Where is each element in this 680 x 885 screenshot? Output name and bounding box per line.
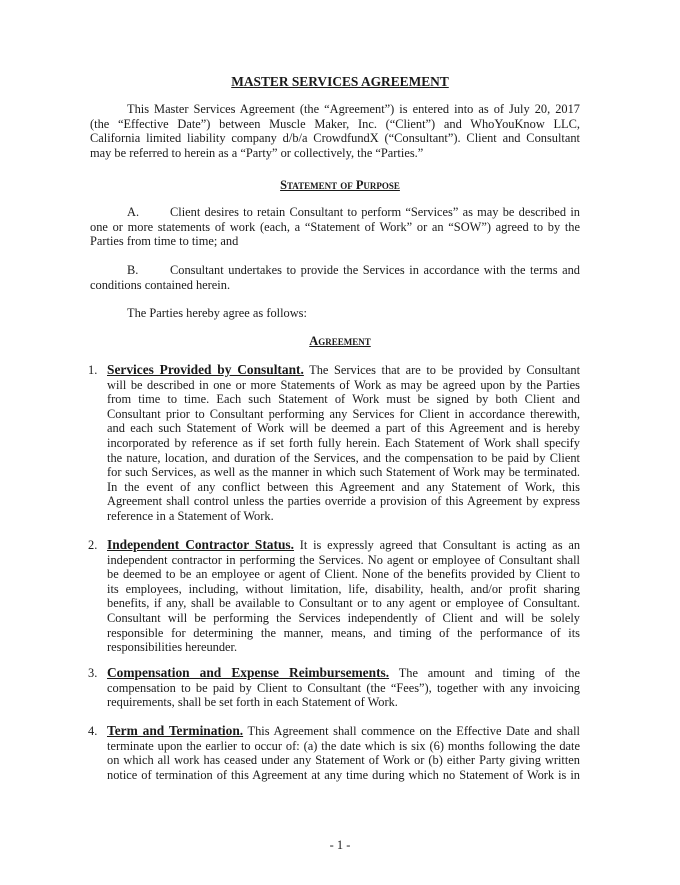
text-line (90, 131, 580, 146)
line-text: Consultant prior to Consultant performing any Services for Client in accordance therewith, (107, 406, 580, 421)
clause-number: 3. (88, 666, 98, 680)
text-line (107, 553, 580, 568)
text-line (107, 465, 580, 480)
line-text: from time to time. Each such Statement of Work must be signed by both Client and (107, 392, 580, 407)
text-line (90, 146, 580, 161)
clause-number: 2. (88, 538, 98, 552)
text-line (107, 363, 580, 378)
text-line (107, 407, 580, 422)
line-text: This Agreement shall commence on the Effective Date and shall (243, 724, 581, 738)
text-line (90, 278, 580, 293)
recital-b (90, 263, 580, 292)
line-text: incorporated by reference as if set forth fully herein. Each Statement of Work shall specify (107, 435, 580, 450)
intro-paragraph (90, 102, 580, 160)
line-text: It is expressly agreed that Consultant is acting as an (293, 538, 581, 552)
line-text: and each such Statement of Work will be deemed a part of this Agreement and is hereby (107, 421, 580, 436)
line-text: (the “Effective Date”) between Muscle Maker, Inc. (“Client”) and WhoYouKnow LLC, (90, 116, 580, 131)
line-text: Consultant undertakes to provide the Services in accordance with the terms and (170, 263, 580, 277)
text-line (107, 753, 580, 768)
line-text: independent contractor in performing the Services. No agent or employee of Consultant shall (107, 552, 580, 567)
clause-title: Term and Termination. (107, 723, 244, 738)
line-text: benefits, if any, shall be available to Consultant or to any agent or employee of Consultant. (107, 596, 580, 611)
line-text: Consultant will be performing the Services independently of Client and will be solely (107, 610, 580, 625)
line-text: one or more statements of work (each, a “Statement of Work” or an “SOW”) agreed to by the (90, 219, 580, 234)
document-title: MASTER SERVICES AGREEMENT (231, 74, 449, 89)
recital-b-label: B. (127, 263, 139, 277)
recital-a (90, 205, 580, 249)
clause-1 (107, 363, 580, 524)
line-text: California limited liability company d/b/a CrowdfundX (“Consultant”). Client and Consultant (90, 131, 580, 146)
text-line (90, 234, 580, 249)
clause-3 (107, 666, 580, 710)
line-text: be deemed to be an employee or agent of Client. None of the benefits provided by Client to (107, 567, 580, 582)
clause-title: Independent Contractor Status. (107, 537, 294, 552)
clause-2 (107, 538, 580, 655)
line-text: responsibilities hereunder. (107, 640, 238, 655)
page-number: - 1 - (329, 838, 351, 852)
text-line (107, 582, 580, 597)
text-line (107, 739, 580, 754)
clause-number: 1. (88, 363, 98, 377)
purpose-heading: Statement of Purpose (280, 178, 400, 192)
line-text: conditions contained herein. (90, 277, 231, 292)
text-line (107, 567, 580, 582)
line-text: The Services that are to be provided by Consultant (303, 363, 581, 377)
line-text: will be described in one or more Statements of Work as may be agreed upon by the Parties (107, 377, 580, 392)
text-line (107, 509, 580, 524)
text-line (90, 205, 580, 220)
line-text: on which all work has ceased under any Statement of Work or (b) either Party giving written (107, 753, 580, 768)
clause-title: Services Provided by Consultant. (107, 362, 304, 377)
text-line (107, 626, 580, 641)
recital-a-label: A. (127, 205, 140, 219)
text-line (107, 768, 580, 783)
text-line (107, 494, 580, 509)
line-text: The amount and timing of the (389, 666, 580, 680)
line-text: the nature, location, and duration of the Services, and the compensation to be paid by Client (107, 450, 580, 465)
text-line (107, 538, 580, 553)
text-line (107, 640, 580, 655)
text-line (107, 596, 580, 611)
text-line (107, 681, 580, 696)
agree-line: The Parties hereby agree as follows: (127, 306, 307, 320)
line-text: requirements, shall be set forth in each Statement of Work. (107, 695, 398, 710)
line-text: may be referred to herein as a “Party” or collectively, the “Parties.” (90, 145, 424, 160)
text-line (107, 421, 580, 436)
text-line (107, 392, 580, 407)
agreement-heading: Agreement (309, 334, 371, 348)
clause-4 (107, 724, 580, 782)
text-line (90, 117, 580, 132)
text-line (107, 611, 580, 626)
line-text: reference in a Statement of Work. (107, 508, 274, 523)
line-text: Parties from time to time; and (90, 234, 239, 249)
text-line (107, 436, 580, 451)
line-text: This Master Services Agreement (the “Agreement”) is entered into as of July 20, 2017 (127, 102, 580, 116)
text-line (107, 666, 580, 681)
line-text: compensation to be paid by Client to Consultant (the “Fees”), together with any invoicing (107, 680, 580, 695)
text-line (90, 102, 580, 117)
line-text: Client desires to retain Consultant to perform “Services” as may be described in (170, 205, 580, 219)
line-text: Agreement shall control unless the parties override a provision of this Agreement by express (107, 494, 580, 509)
line-text: responsible for determining the manner, means, and timing of the performance of its (107, 625, 580, 640)
text-line (107, 480, 580, 495)
clause-number: 4. (88, 724, 98, 738)
line-text: notice of termination of this Agreement at any time during which no Statement of Work is in (107, 767, 580, 782)
line-text: for such Services, as well as the manner in which such Statement of Work may be terminated. (107, 465, 580, 480)
text-line (107, 451, 580, 466)
text-line (107, 378, 580, 393)
text-line (107, 695, 580, 710)
text-line (90, 220, 580, 235)
text-line (90, 263, 580, 278)
text-line (107, 724, 580, 739)
line-text: terminate upon the earlier to occur of: (a) the date which is six (6) months following the date (107, 738, 580, 753)
line-text: In the event of any conflict between this Agreement and any Statement of Work, this (107, 479, 580, 494)
line-text: its employees, including, without limitation, life, disability, health, and/or profit sharing (107, 581, 580, 596)
clause-title: Compensation and Expense Reimbursements. (107, 665, 390, 680)
